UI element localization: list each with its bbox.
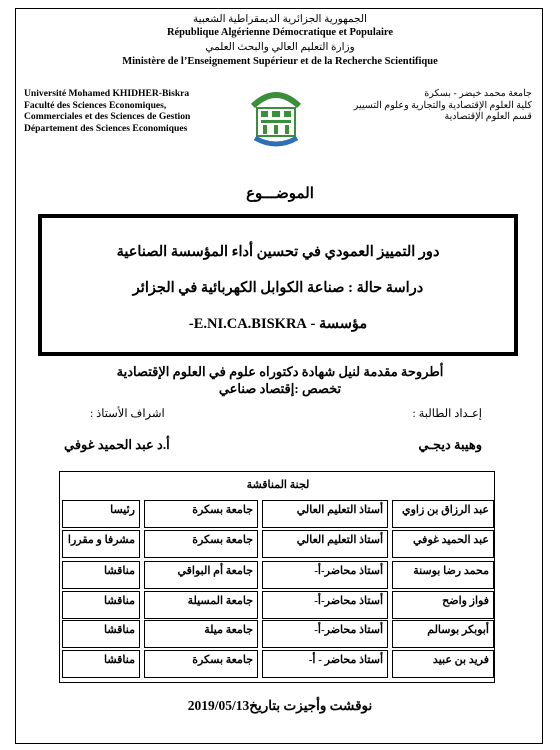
header-fr-ministry: Ministère de l’Enseignement Supérieur et de la Recherche Scientifique [122,56,438,67]
member-rank: أستاذ محاضر-أ- [262,591,388,619]
thesis-title-line3: مؤسسة - E.NI.CA.BISKRA- [188,316,368,332]
faculty-line: جامعة محمد خيضر - بسكرة [424,88,532,99]
member-rank: أستاذ محاضر-أ- [262,620,388,648]
member-role: مناقشا [62,591,140,619]
member-name: فواز واضح [392,591,494,619]
thesis-title-line1: دور التمييز العمودي في تحسين أداء المؤسسة الصناعية [116,244,440,260]
committee-title: لجنة المناقشة [246,479,310,491]
member-name: عبد الحميد غوفي [392,530,494,558]
header-fr-republic: République Algérienne Démocratique et Populaire [166,27,394,38]
supervisor-name: أ.د عبد الحميد غوفي [64,437,170,452]
member-role: مناقشا [62,620,140,648]
member-name: عبد الرزاق بن زاوي [392,500,494,528]
member-role: مناقشا [62,561,140,589]
member-role: مناقشا [62,650,140,678]
header-ar-ministry: وزارة التعليم العالي والبحث العلمي [205,42,355,53]
faculty-line: Département des Sciences Economiques [24,122,188,134]
member-name: فريد بن عبيد [392,650,494,678]
member-name: أبوبكر بوسالم [392,620,494,648]
member-rank: أستاذ التعليم العالي [262,500,388,528]
university-logo-icon [249,88,303,148]
student-name: وهيبة ديجـي [418,437,482,452]
committee-table [59,471,495,683]
member-role: مشرفا و مقررا [62,530,140,558]
student-label: إعـداد الطالبة : [412,408,482,420]
thesis-specialty: تخصص :إقتصاد صناعي [218,381,342,396]
member-university: جامعة ميلة [144,620,258,648]
member-university: جامعة بسكرة [144,500,258,528]
member-university: جامعة بسكرة [144,650,258,678]
member-role: رئيسا [62,500,140,528]
member-rank: أستاذ التعليم العالي [262,530,388,558]
thesis-degree: أطروحة مقدمة لنيل شهادة دكتوراه علوم في العلوم الإقتصادية [116,364,444,379]
title-box [38,214,518,356]
member-rank: أستاذ محاضر-أ- [262,561,388,589]
defense-date: نوقشت وأجيزت بتاريخ2019/05/13 [187,698,373,713]
faculty-block-ar [354,88,532,123]
faculty-line: Faculté des Sciences Economiques, [24,99,167,111]
supervisor-label: اشراف الأستاذ : [90,408,165,420]
faculty-line: Commerciales et des Sciences de Gestion [24,111,191,122]
faculty-block-fr [24,88,190,134]
faculty-line: قسم العلوم الإقتصادية [444,111,532,122]
member-name: محمد رضا بوسنة [392,561,494,589]
member-university: جامعة المسيلة [144,591,258,619]
thesis-title-line2: دراسة حالة : صناعة الكوابل الكهربائية في الجزائر [132,280,424,296]
member-university: جامعة بسكرة [144,530,258,558]
member-rank: أستاذ محاضر - أ- [262,650,388,678]
topic-label: الموضـــوع [246,186,314,202]
faculty-line: كلية العلوم الإقتصادية والتجارية وعلوم التسيير [353,99,532,111]
header-ar-republic: الجمهورية الجزائرية الديمقراطية الشعبية [193,14,367,25]
member-university: جامعة أم البواقي [144,561,258,589]
faculty-line: Université Mohamed KHIDHER-Biskra [24,88,190,99]
